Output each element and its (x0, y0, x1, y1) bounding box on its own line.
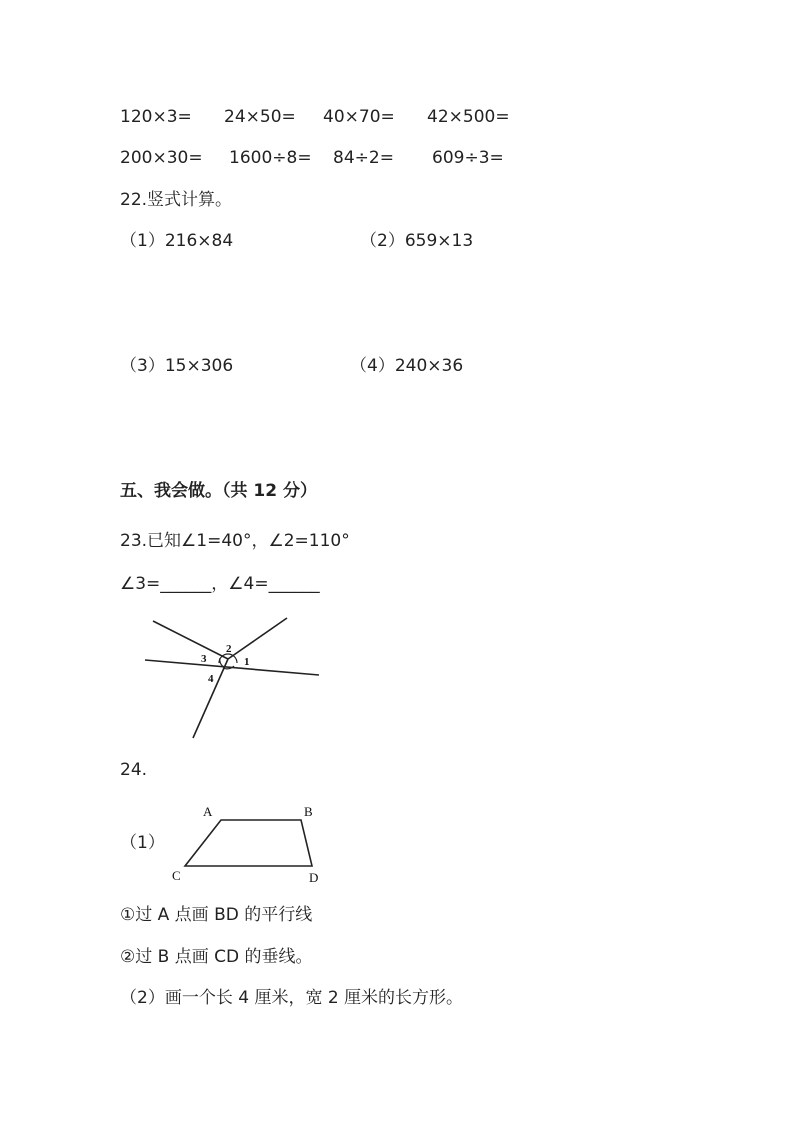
angle-label-2: 2 (226, 643, 232, 655)
q24-title: 24. (120, 760, 148, 780)
vertex-label-d: D (309, 870, 319, 885)
angle-figure (140, 612, 330, 747)
q23-title: 23.已知∠1=40°，∠2=110° (120, 531, 350, 551)
trapezoid-figure (165, 800, 335, 885)
vertex-label-b: B (304, 804, 313, 819)
ray-lower (193, 659, 228, 738)
q24-instruction-1: ①过 A 点画 BD 的平行线 (120, 905, 313, 925)
q23-blanks: ∠3=______，∠4=______ (120, 574, 320, 594)
oral-expr-8: 609÷3= (432, 148, 504, 168)
ray-upper-left (153, 621, 228, 659)
trapezoid-shape (185, 820, 312, 866)
oral-expr-3: 40×70= (323, 107, 395, 127)
vertex-label-a: A (203, 804, 213, 819)
ray-upper-right (228, 618, 287, 659)
section-heading: 五、我会做。（共 12 分） (120, 481, 317, 501)
angle-label-1: 1 (244, 656, 250, 668)
q24-instruction-2: ②过 B 点画 CD 的垂线。 (120, 947, 313, 967)
q22-item-4: （4）240×36 (350, 356, 464, 376)
oral-expr-6: 1600÷8= (229, 148, 312, 168)
q22-item-3: （3）15×306 (120, 356, 234, 376)
vertex-label-c: C (172, 868, 181, 883)
oral-expr-7: 84÷2= (333, 148, 394, 168)
q22-item-2: （2）659×13 (360, 231, 474, 251)
q24-part2: （2）画一个长 4 厘米，宽 2 厘米的长方形。 (120, 988, 464, 1008)
oral-expr-2: 24×50= (224, 107, 296, 127)
angle-label-4: 4 (208, 673, 214, 685)
q22-item-1: （1）216×84 (120, 231, 234, 251)
angle-label-3: 3 (201, 653, 207, 665)
q24-part1-label: （1） (120, 833, 165, 853)
q22-title: 22.竖式计算。 (120, 190, 233, 210)
oral-expr-5: 200×30= (120, 148, 203, 168)
oral-expr-4: 42×500= (427, 107, 510, 127)
oral-expr-1: 120×3= (120, 107, 192, 127)
